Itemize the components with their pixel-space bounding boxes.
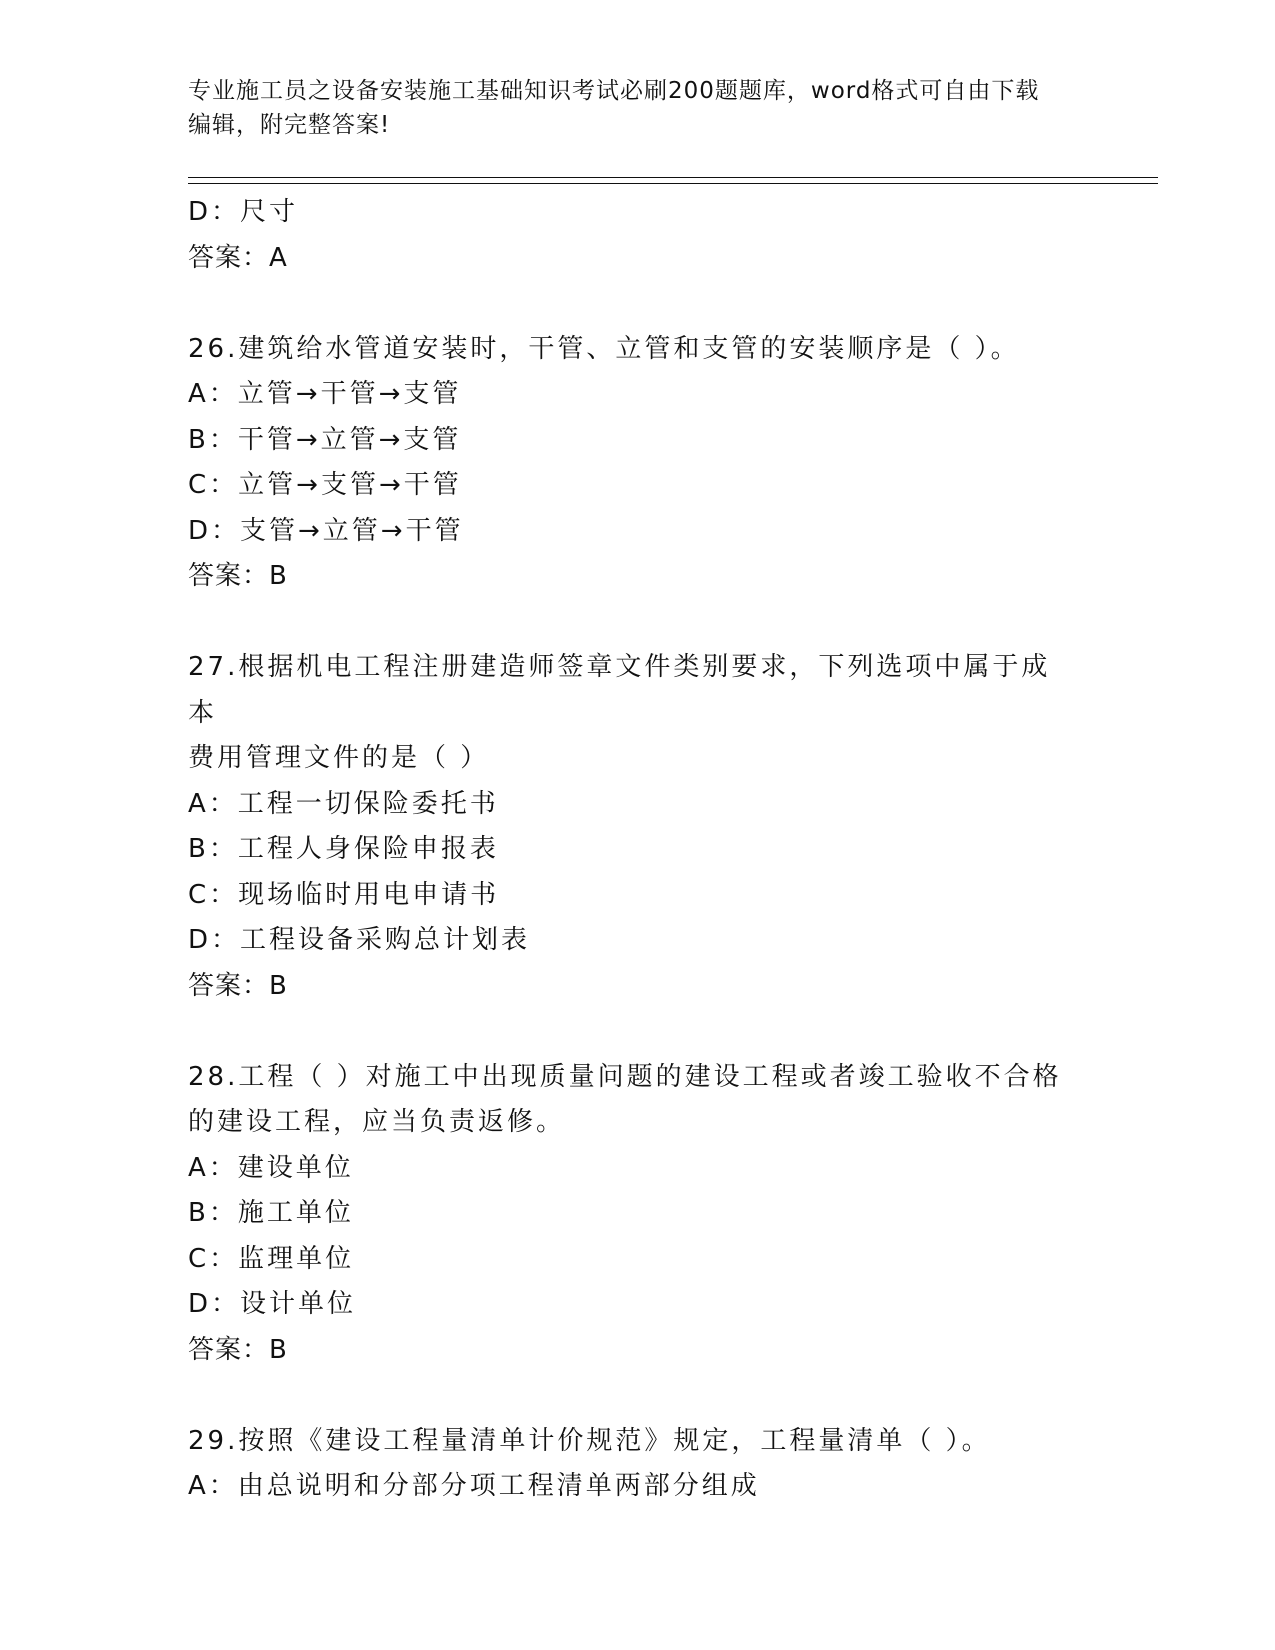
q26-text: 26.建筑给水管道安装时，干管、立管和支管的安装顺序是（ ）。: [188, 333, 1020, 364]
header-title-line-2: 编辑，附完整答案!: [188, 112, 391, 138]
q27-option-a: A：工程一切保险委托书: [188, 788, 499, 819]
header-divider-top: [188, 177, 1158, 178]
q29-option-a: A：由总说明和分部分项工程清单两部分组成: [188, 1471, 760, 1501]
header-title-line-1: 专业施工员之设备安装施工基础知识考试必刷200题题库，word格式可自由下载: [188, 78, 1040, 104]
q27-answer: 答案：B: [188, 970, 288, 1001]
document-header: [188, 74, 1068, 142]
q27-text-line-1: 27.根据机电工程注册建造师签章文件类别要求，下列选项中属于成本: [188, 652, 1051, 728]
question-list: [188, 190, 1088, 1510]
q26-option-b: B：干管→立管→支管: [188, 424, 462, 455]
q27-option-d: D：工程设备采购总计划表: [188, 925, 531, 955]
q26-option-d: D：支管→立管→干管: [188, 515, 464, 546]
q28-option-d: D：设计单位: [188, 1289, 357, 1319]
q28-option-a: A：建设单位: [188, 1152, 354, 1183]
q25-answer: 答案：A: [188, 242, 288, 273]
q26-option-a: A：立管→干管→支管: [188, 379, 462, 409]
q28-answer: 答案：B: [188, 1334, 288, 1365]
q26-answer: 答案：B: [188, 561, 288, 591]
header-divider-bottom: [188, 183, 1158, 184]
spacer: [188, 600, 1088, 646]
spacer: [188, 1009, 1088, 1055]
q27-option-b: B：工程人身保险申报表: [188, 834, 499, 864]
q29-text: 29.按照《建设工程量清单计价规范》规定，工程量清单（ ）。: [188, 1425, 991, 1456]
spacer: [188, 281, 1088, 327]
spacer: [188, 1373, 1088, 1419]
q26-option-c: C：立管→支管→干管: [188, 470, 462, 500]
q28-option-b: B：施工单位: [188, 1198, 354, 1228]
q28-text-line-2: 的建设工程，应当负责返修。: [188, 1107, 566, 1137]
q27-option-c: C：现场临时用电申请书: [188, 879, 500, 910]
q28-option-c: C：监理单位: [188, 1243, 355, 1274]
q28-text-line-1: 28.工程（ ）对施工中出现质量问题的建设工程或者竣工验收不合格: [188, 1061, 1062, 1092]
q27-text-line-2: 费用管理文件的是（ ）: [188, 743, 490, 773]
q25-option-d: D：尺寸: [188, 197, 299, 227]
